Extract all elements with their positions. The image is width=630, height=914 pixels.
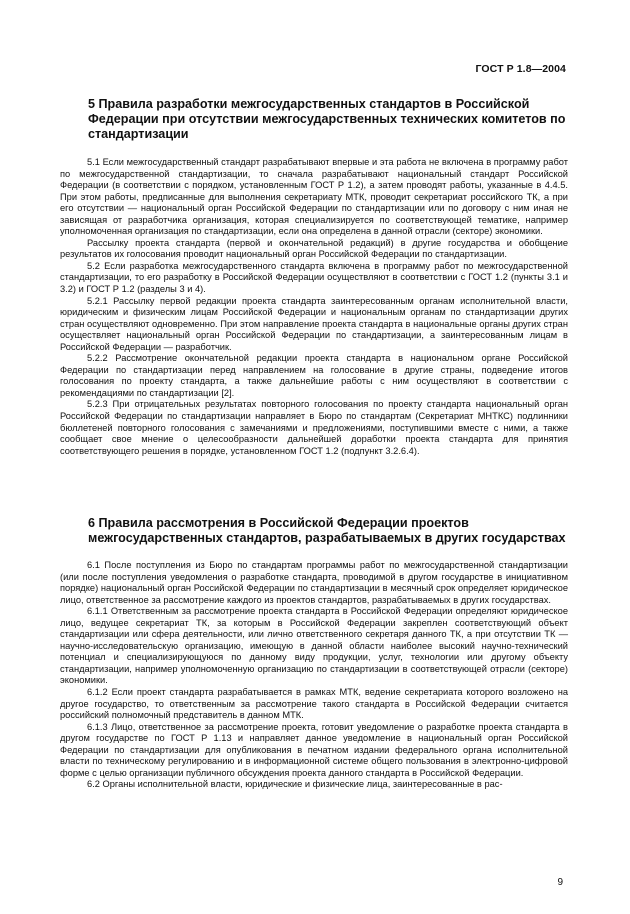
- paragraph-5-1: 5.1 Если межгосударственный стандарт разрабатывают впервые и эта работа не включена в программу работ по межгосударственной стандартизации, то сначала разрабатывают национальный стандарт Российской Федерации (в соответствии с порядком, установленным ГОСТ Р 1.2), а затем проводят работы, указанные в 4.4.5. При этом работы, предписанные для выполнения секретариату МТК, проводит секретариат российского ТК, а при его отсутствии — национальный орган Российской Федерации по стандартизации или по договору с ним иная не зависящая от разработчика организация, которая специализируется по соответствующей тематике, например уполномоченная организация по стандартизации, если она определена в данной отрасли (секторе) экономики.: [60, 157, 568, 237]
- paragraph-6-1-3: 6.1.3 Лицо, ответственное за рассмотрение проекта, готовит уведомление о разработке проекта стандарта в другом государстве по ГОСТ Р 1.13 и направляет данное уведомление в национальный орган Российской Федерации по стандартизации для опубликования в печатном издании федерального органа исполнительной власти по техническому регулированию и в информационной системе общего пользования в электронно-цифровой форме с целью организации публичного обсуждения проекта данного стандарта в Российской Федерации.: [60, 721, 568, 778]
- paragraph-5-1-b: Рассылку проекта стандарта (первой и окончательной редакций) в другие государства и обобщение результатов их голосования проводит национальный орган Российской Федерации по стандартизации.: [60, 237, 568, 260]
- paragraph-5-2-1: 5.2.1 Рассылку первой редакции проекта стандарта заинтересованным органам исполнительной власти, юридическим и физическим лицам Российской Федерации и национальным органам по стандартизации других стран осуществляют одновременно. При этом направление проекта стандарта в национальные органы других стран осуществляет национальный орган Российской Федерации по стандартизации, а заинтересованным лицам в Российской Федерации — разработчик.: [60, 295, 568, 352]
- paragraph-6-2: 6.2 Органы исполнительной власти, юридические и физические лица, заинтересованные в рас-: [87, 779, 503, 790]
- paragraph-5-2: 5.2 Если разработка межгосударственного стандарта включена в программу работ по межгосударственной стандартизации, то его разработку в Российской Федерации осуществляют в соответствии с ГОСТ 1.2 (пункты 3.1 и 3.2) и ГОСТ Р 1.2 (разделы 3 и 4).: [60, 260, 568, 295]
- paragraph-5-2-2: 5.2.2 Рассмотрение окончательной редакции проекта стандарта в национальном органе Российской Федерации по стандартизации перед направлением на голосование в другие страны, подведение итогов голосования по проекту стандарта, а также дальнейшие работы с ним осуществляют в соответствии с рекомендациями по стандартизации [2].: [60, 353, 568, 398]
- paragraph-6-1-2: 6.1.2 Если проект стандарта разрабатывается в рамках МТК, ведение секретариата которого возложено на другое государство, то ответственным за рассмотрение такого стандарта в Российской Федерации считается российский полномочный представитель в данном МТК.: [60, 687, 568, 721]
- section-6-title: 6 Правила рассмотрения в Российской Федерации проектов межгосударственных стандартов, разрабатываемых в других государствах: [88, 516, 566, 545]
- document-code-header: ГОСТ Р 1.8—2004: [475, 63, 566, 75]
- paragraph-6-1: 6.1 После поступления из Бюро по стандартам программы работ по межгосударственной стандартизации (или после поступления уведомления о разработке стандарта, проводимой в другом государстве в инициативном порядке) национальный орган Российской Федерации по стандартизации в месячный срок определяет юридическое лицо, ответственное за рассмотрение каждого из проектов стандартов, разрабатываемых в других государствах.: [60, 560, 568, 605]
- paragraph-5-2-3: 5.2.3 При отрицательных результатах повторного голосования по проекту стандарта национальный орган Российской Федерации по стандартизации направляет в Бюро по стандартам (Секретариат МНТКС) подлинники бюллетеней повторного голосования с замечаниями и предложениями, поступившими вместе с ними, а также сообщает свое мнение о целесообразности дальнейшей доработки проекта стандарта для принятия соответствующего решения в порядке, установленном ГОСТ 1.2 (подпункт 3.2.6.4).: [60, 399, 568, 456]
- paragraph-6-1-1: 6.1.1 Ответственным за рассмотрение проекта стандарта в Российской Федерации определяют юридическое лицо, ведущее секретариат ТК, за которым в Российской Федерации закреплен соответствующий объект стандартизации или сфера деятельности, или лично ответственного секретаря данного ТК, а при отсутствии ТК — научно-исследовательскую организацию, имеющую в данной области наиболее высокий научно-технический потенциал и специализирующуюся по данному виду продукции, услуг, технологии или другому объекту стандартизации, например уполномоченную организацию по стандартизации в соответствующей отрасли (секторе) экономики.: [60, 606, 568, 686]
- section-5-title: 5 Правила разработки межгосударственных стандартов в Российской Федерации при отсутствии межгосударственных технических комитетов по стандартизации: [88, 97, 566, 141]
- page-number: 9: [557, 877, 563, 888]
- section-5: [60, 97, 568, 457]
- section-6: [60, 516, 568, 791]
